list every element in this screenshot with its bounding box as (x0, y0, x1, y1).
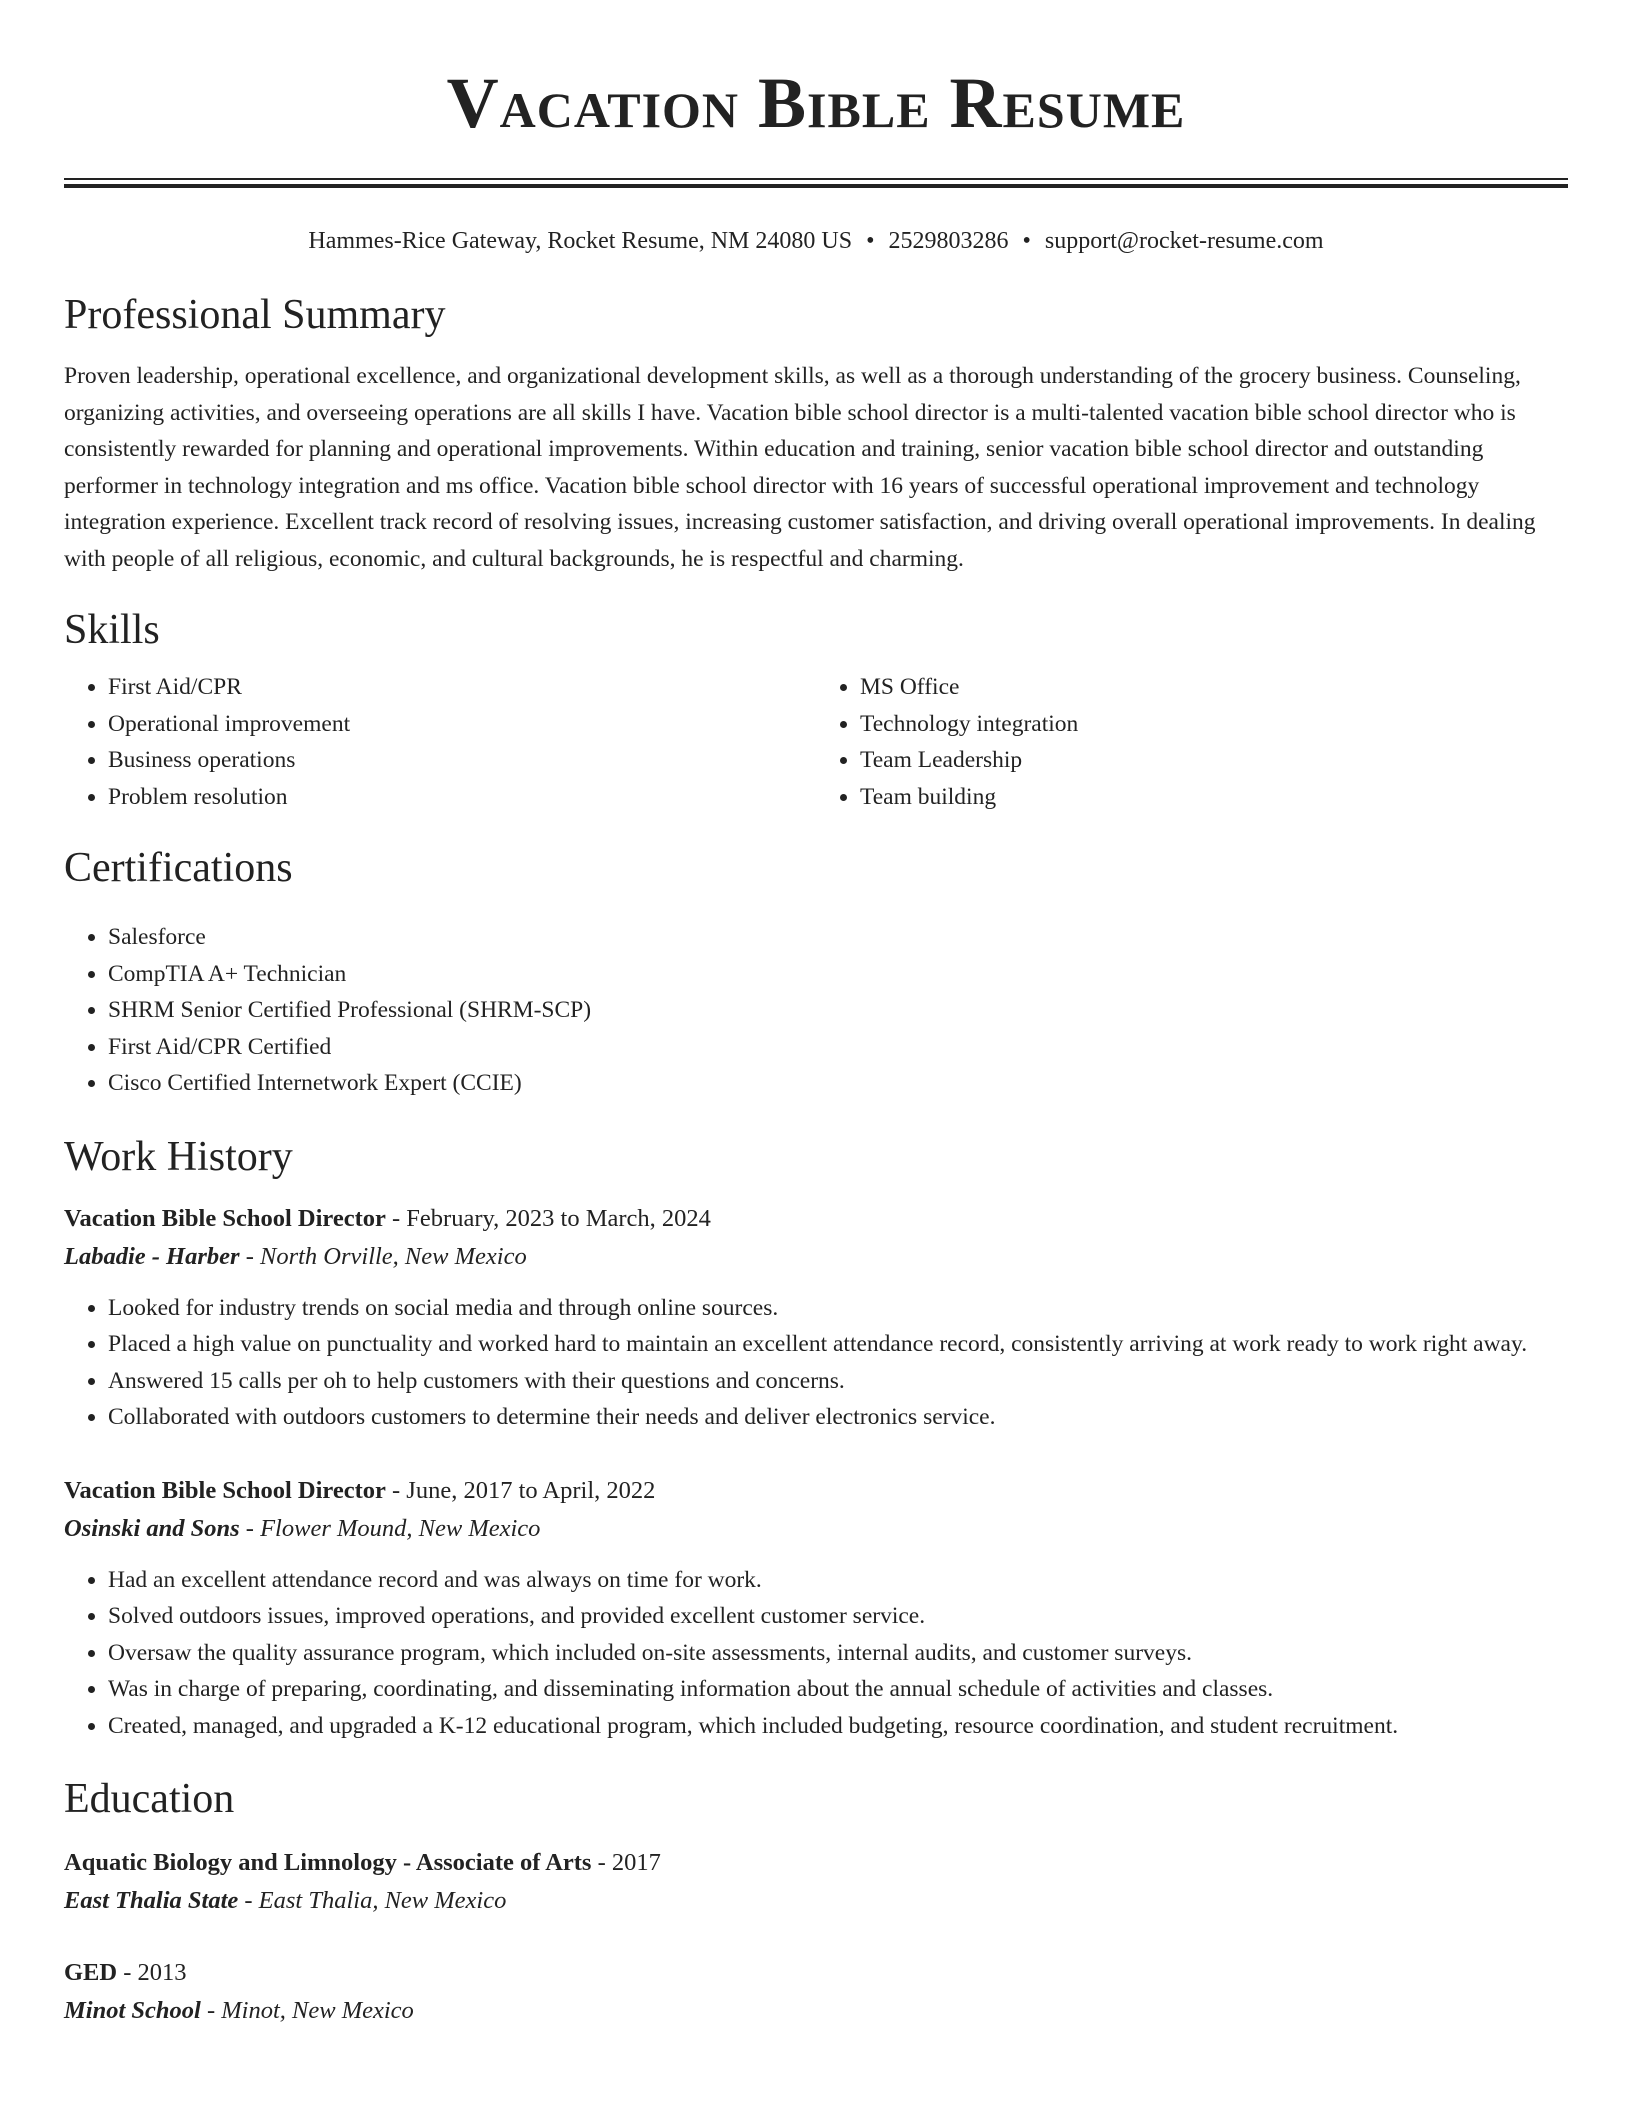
certifications-heading: Certifications (64, 845, 293, 891)
education-header (64, 1954, 1568, 1992)
certification-item: • Salesforce (108, 919, 1568, 956)
job-entry (64, 1472, 1568, 1745)
skill-item: • Team building (860, 779, 1568, 816)
work-history-heading: Work History (64, 1133, 293, 1180)
certification-item: • SHRM Senior Certified Professional (SHRM-SCP) (108, 992, 1568, 1029)
job-bullet: • Created, managed, and upgraded a K-12 educational program, which included budgeting, resource coordination, and student recruitment. (108, 1708, 1568, 1745)
job-location: - North Orville, New Mexico (245, 1242, 527, 1270)
job-bullet: • Solved outdoors issues, improved operations, and provided excellent customer service. (108, 1598, 1568, 1635)
job-company: Osinski and Sons (64, 1514, 240, 1542)
contact-email: support@rocket-resume.com (1044, 228, 1324, 254)
contact-phone: 2529803286 (888, 228, 1009, 254)
education-section (64, 1774, 1568, 2030)
skills-list-right (816, 669, 1568, 815)
skill-item: • First Aid/CPR (108, 669, 816, 706)
skill-item: • MS Office (860, 669, 1568, 706)
certification-item: • CompTIA A+ Technician (108, 956, 1568, 993)
work-history-section (64, 1132, 1568, 1745)
job-bullet: • Collaborated with outdoors customers to determine their needs and deliver electronics service. (108, 1399, 1568, 1436)
education-header (64, 1844, 1568, 1882)
skills-columns (64, 669, 1568, 815)
job-header (64, 1472, 1568, 1510)
education-location: - Minot, New Mexico (206, 1997, 414, 2024)
education-heading: Education (64, 1776, 235, 1822)
certification-item: • First Aid/CPR Certified (108, 1029, 1568, 1066)
contact-separator: • (1022, 228, 1031, 254)
title-divider (64, 178, 1568, 188)
job-entry (64, 1200, 1568, 1436)
job-location: - Flower Mound, New Mexico (245, 1514, 541, 1542)
summary-section (64, 290, 1568, 577)
job-bullet: • Was in charge of preparing, coordinating, and disseminating information about the annual schedule of activities and classes. (108, 1671, 1568, 1708)
job-company: Labadie - Harber (64, 1242, 240, 1270)
job-bullet: • Oversaw the quality assurance program, which included on-site assessments, internal audits, and customer surveys. (108, 1635, 1568, 1672)
resume-title: Vacation Bible Resume (446, 63, 1186, 143)
contact-line (64, 226, 1568, 256)
skill-item: • Business operations (108, 742, 816, 779)
job-header (64, 1200, 1568, 1238)
education-year: - 2017 (597, 1849, 661, 1876)
skill-item: • Problem resolution (108, 779, 816, 816)
job-bullets (64, 1562, 1568, 1745)
job-employer (64, 1238, 1568, 1276)
job-title: Vacation Bible School Director (64, 1476, 386, 1504)
skills-heading: Skills (64, 607, 160, 653)
certification-item: • Cisco Certified Internetwork Expert (CCIE) (108, 1065, 1568, 1102)
education-school: Minot School (64, 1997, 201, 2024)
job-employer (64, 1510, 1568, 1548)
education-degree: GED (64, 1959, 118, 1986)
education-entry (64, 1954, 1568, 2030)
summary-heading: Professional Summary (64, 292, 446, 338)
skill-item: • Team Leadership (860, 742, 1568, 779)
job-title: Vacation Bible School Director (64, 1204, 386, 1232)
skills-section (64, 605, 1568, 815)
education-location: - East Thalia, New Mexico (244, 1887, 507, 1914)
education-institution (64, 1992, 1568, 2030)
job-bullet: • Had an excellent attendance record and was always on time for work. (108, 1562, 1568, 1599)
job-bullets (64, 1290, 1568, 1436)
education-degree: Aquatic Biology and Limnology - Associate of Arts (64, 1849, 592, 1876)
job-bullet: • Looked for industry trends on social media and through online sources. (108, 1290, 1568, 1327)
job-bullet: • Answered 15 calls per oh to help customers with their questions and concerns. (108, 1363, 1568, 1400)
job-dates: - June, 2017 to April, 2022 (392, 1476, 656, 1504)
summary-text: Proven leadership, operational excellence, and organizational development skills, as well as a thorough understanding of the grocery business. Counseling, organizing activities, and overseeing operations are all skills I have. Vacation bible school director is a multi-talented vacation bible school director who is consistently rewarded for planning and operational improvements. Within education and training, senior vacation bible school director and outstanding performer in technology integration and ms office. Vacation bible school director with 16 years of successful operational improvement and technology integration experience. Excellent track record of resolving issues, increasing customer satisfaction, and driving overall operational improvements. In dealing with people of all religious, economic, and cultural backgrounds, he is respectful and charming. (64, 363, 1536, 572)
contact-address: Hammes-Rice Gateway, Rocket Resume, NM 24080 US (308, 228, 853, 254)
job-bullet: • Placed a high value on punctuality and worked hard to maintain an excellent attendance record, consistently arriving at work ready to work right away. (108, 1326, 1568, 1363)
certifications-section (64, 843, 1568, 1102)
skill-item: • Operational improvement (108, 706, 816, 743)
skill-item: • Technology integration (860, 706, 1568, 743)
job-dates: - February, 2023 to March, 2024 (392, 1204, 711, 1232)
contact-separator: • (866, 228, 875, 254)
education-year: - 2013 (123, 1959, 187, 1986)
education-entry (64, 1844, 1568, 1920)
education-institution (64, 1882, 1568, 1920)
skills-list-left (64, 669, 816, 815)
certifications-list (64, 919, 1568, 1102)
education-school: East Thalia State (64, 1887, 239, 1914)
